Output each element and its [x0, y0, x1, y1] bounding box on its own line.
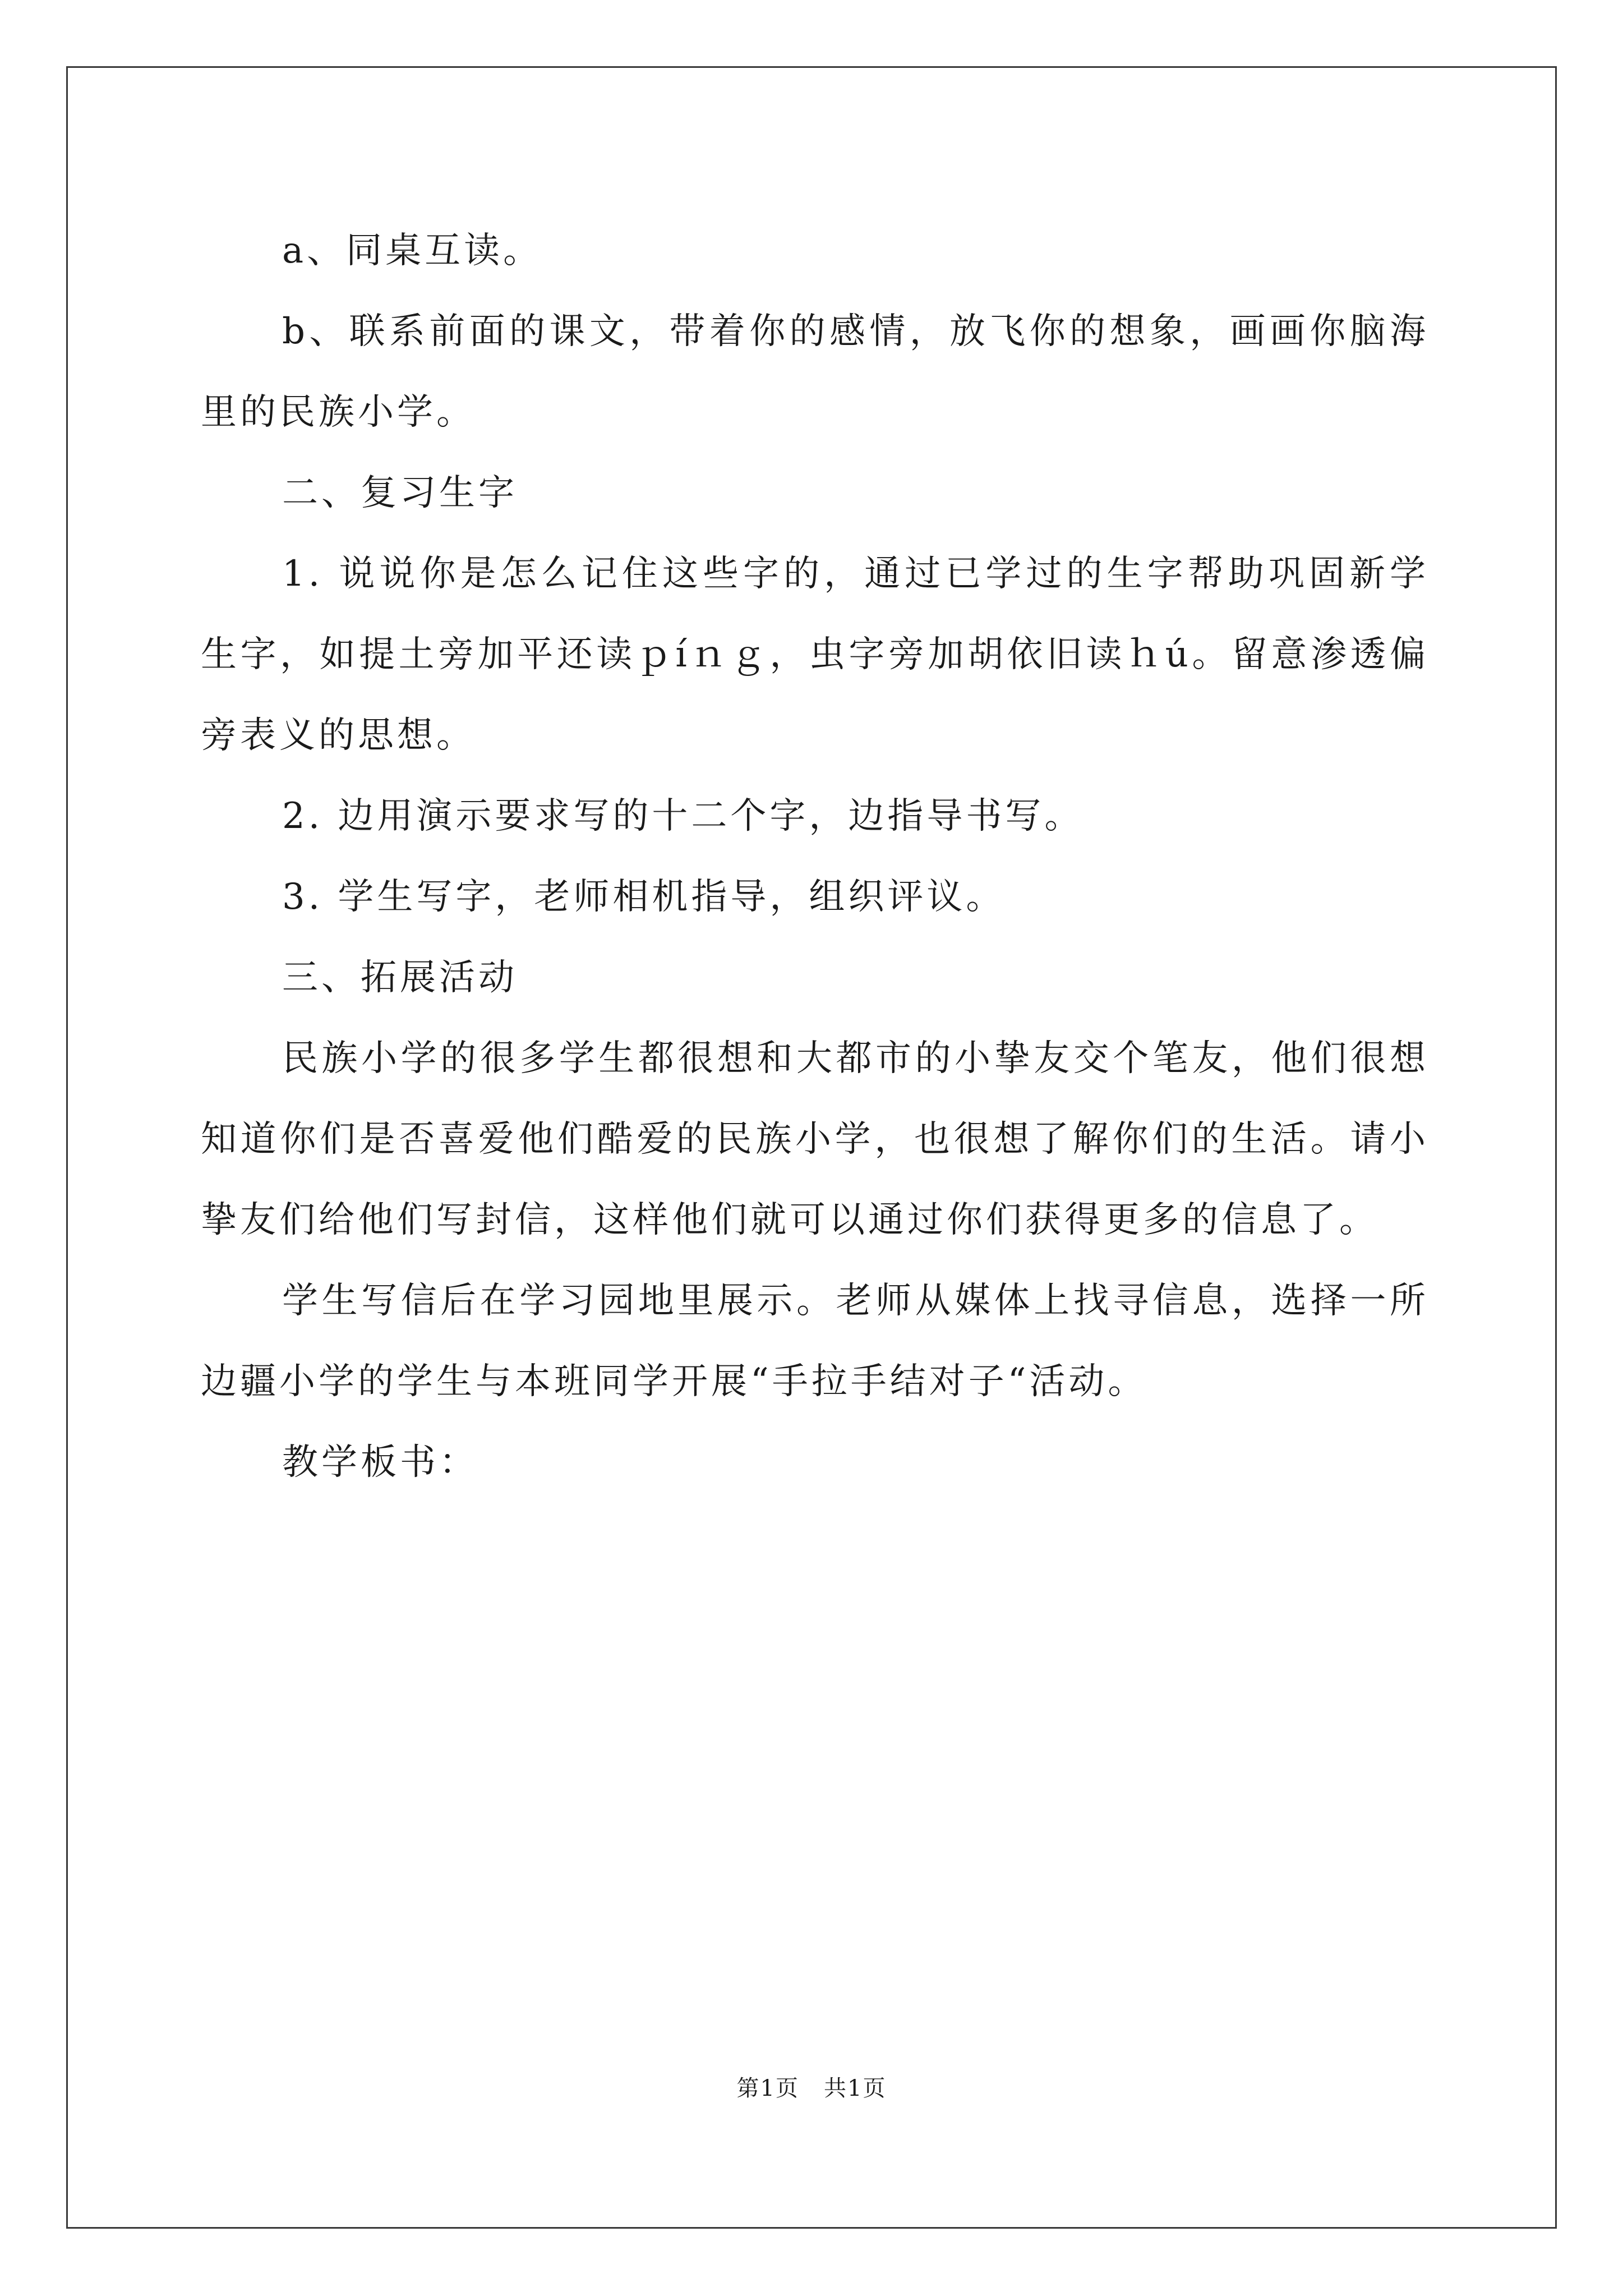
paragraph-imagine-school: b、联系前面的课文，带着你的感情，放飞你的想象，画画你脑海里的民族小学。: [201, 311, 1429, 433]
document-body: [201, 210, 1429, 1503]
paragraph-memorize-characters: 1. 说说你是怎么记住这些字的，通过已学过的生字帮助巩固新学生字，如提土旁加平还读ｐíｎｇ，虫字旁加胡依旧读ｈú。留意渗透偏旁表义的思想。: [201, 553, 1429, 756]
page-number-current: 第1页: [736, 2076, 799, 2101]
paragraph-board-notes: 教学板书：: [282, 1442, 478, 1483]
section-heading-review-characters: 二、复习生字: [282, 472, 518, 514]
section-heading-extension-activity: 三、拓展活动: [282, 957, 518, 999]
paragraph-student-writing: 3. 学生写字，老师相机指导，组织评议。: [282, 876, 1006, 918]
paragraph-hand-in-hand-activity: 学生写信后在学习园地里展示。老师从媒体上找寻信息，选择一所边疆小学的学生与本班同学开展“手拉手结对子“活动。: [201, 1280, 1429, 1402]
paragraph-writing-guidance: 2. 边用演示要求写的十二个字，边指导书写。: [282, 795, 1084, 837]
page-footer: [0, 2072, 1623, 2105]
paragraph-reading-pairs: a、同桌互读。: [282, 230, 543, 272]
paragraph-pen-pals: 民族小学的很多学生都很想和大都市的小挚友交个笔友，他们很想知道你们是否喜爱他们酷爱的民族小学，也很想了解你们的生活。请小挚友们给他们写封信，这样他们就可以通过你们获得更多的信息了。: [201, 1038, 1429, 1241]
page-number-total: 共1页: [824, 2076, 887, 2101]
